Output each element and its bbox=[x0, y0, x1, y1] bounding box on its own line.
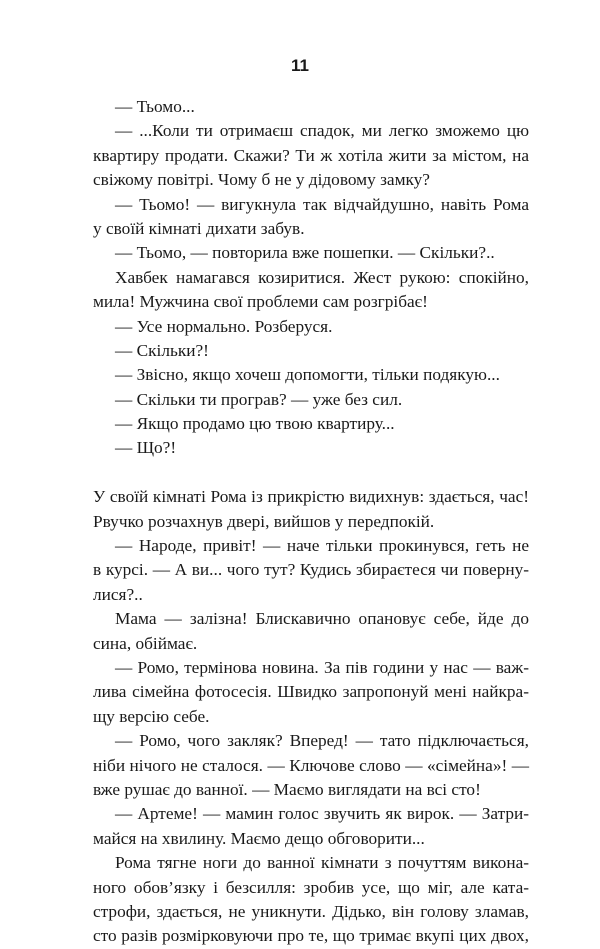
narrative-section bbox=[93, 485, 529, 948]
text-line: мила! Мужчина свої проблеми сам розгрібає! bbox=[93, 292, 428, 312]
text-line: вже рушає до ванної. — Маємо виглядати на всі сто! bbox=[93, 779, 481, 799]
text-line: — Скільки ти програв? — уже без сил. bbox=[115, 389, 403, 409]
text-line: — Тьомо! — вигукнула так відчайдушно, навіть Рома bbox=[115, 194, 529, 214]
page-number: 11 bbox=[291, 56, 309, 75]
text-line: ніби нічого не сталося. — Ключове слово — «сімейна»! — bbox=[93, 755, 529, 775]
text-line: лися?.. bbox=[93, 584, 143, 604]
body-text bbox=[93, 95, 529, 949]
text-line: — Звісно, якщо хочеш допомогти, тільки подякую... bbox=[115, 365, 500, 385]
text-line: — Що?! bbox=[115, 438, 177, 458]
text-line: ного обов’язку і безсилля: зробив усе, що міг, але ката- bbox=[93, 877, 529, 897]
text-line: Мама — залізна! Блискавично опановує себе, йде до bbox=[115, 609, 529, 629]
text-line: — Скільки?! bbox=[115, 340, 209, 360]
text-line: сто разів розмірковуючи про те, що тримає вкупі цих двох, bbox=[93, 926, 529, 946]
text-line: квартиру продати. Скажи? Ти ж хотіла жити за містом, на bbox=[93, 145, 529, 165]
text-line: — Ромо, термінова новина. За пів години у нас — важ- bbox=[115, 657, 529, 677]
text-line: в курсі. — А ви... чого тут? Кудись збираєтеся чи поверну- bbox=[93, 560, 529, 580]
text-line: — Якщо продамо цю твою квартиру... bbox=[115, 414, 395, 434]
text-line: Рвучко розчахнув двері, вийшов у передпокій. bbox=[93, 511, 435, 531]
text-line: — Народе, привіт! — наче тільки прокинувся, геть не bbox=[115, 536, 529, 556]
text-line: — Тьомо, — повторила вже пошепки. — Скільки?.. bbox=[115, 243, 495, 263]
text-line: щу версію себе. bbox=[93, 706, 210, 726]
text-line: майся на хвилину. Маємо дещо обговорити... bbox=[93, 828, 425, 848]
text-line: Хавбек намагався козиритися. Жест рукою: спокійно, bbox=[115, 267, 529, 287]
dialogue-section bbox=[93, 95, 529, 461]
text-line: — Артеме! — мамин голос звучить як вирок. — Затри- bbox=[115, 804, 529, 824]
text-line: У своїй кімнаті Рома із прикрістю видихнув: здається, час! bbox=[93, 487, 529, 507]
text-line: строфи, здається, не уникнути. Дідько, він голову зламав, bbox=[93, 901, 529, 921]
section-break bbox=[93, 461, 529, 485]
text-line: лива сімейна фотосесія. Швидко запропонуй мені найкра- bbox=[93, 682, 529, 702]
text-line: Рома тягне ноги до ванної кімнати з почуттям викона- bbox=[115, 853, 529, 873]
text-line: у своїй кімнаті дихати забув. bbox=[93, 218, 305, 238]
text-line: — Усе нормально. Розберуся. bbox=[115, 316, 333, 336]
text-line: — Ромо, чого закляк? Вперед! — тато підключається, bbox=[115, 731, 529, 751]
text-line: — ...Коли ти отримаєш спадок, ми легко зможемо цю bbox=[115, 121, 529, 141]
text-line: — Тьомо... bbox=[115, 97, 195, 116]
text-line: свіжому повітрі. Чому б не у дідовому замку? bbox=[93, 170, 430, 190]
text-line: сина, обіймає. bbox=[93, 633, 198, 653]
